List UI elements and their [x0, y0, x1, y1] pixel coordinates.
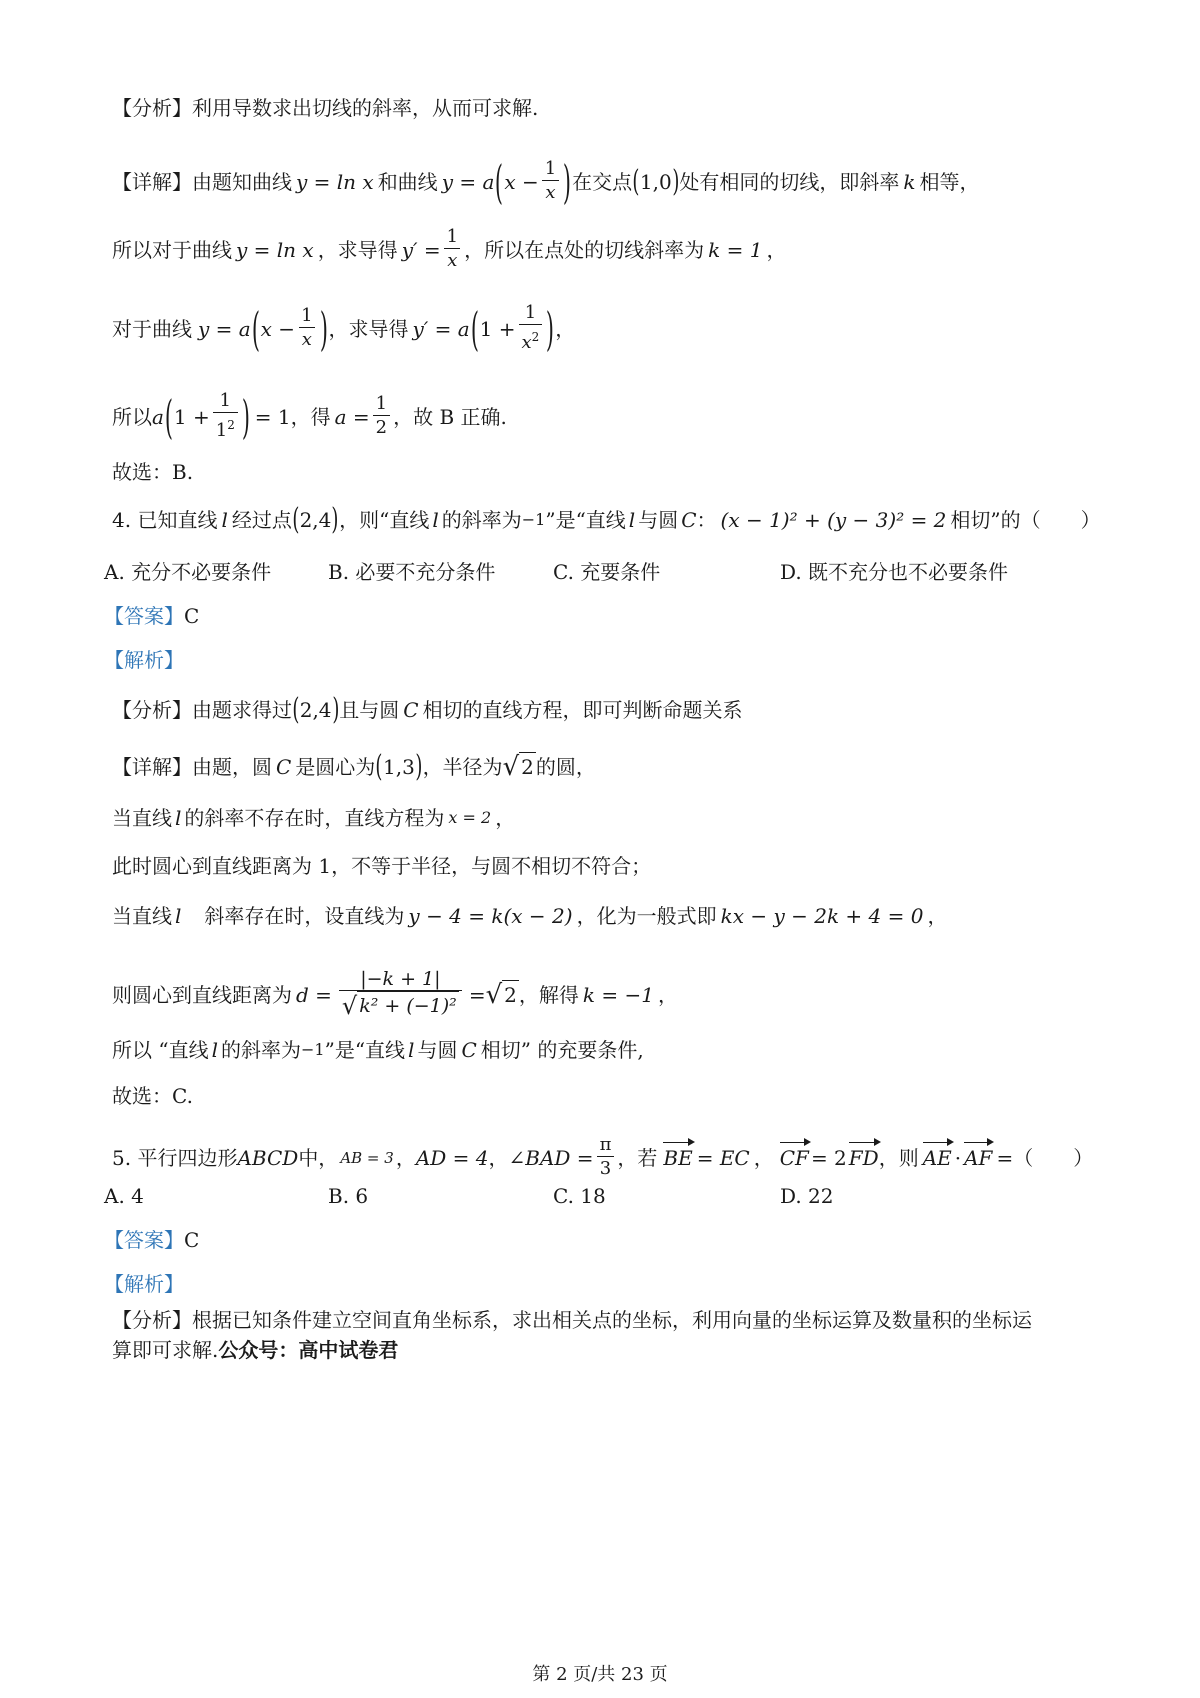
detail-4-line-5: [112, 968, 678, 1021]
denominator: √ k² + (−1)²: [339, 990, 462, 1021]
question-number: 4. 已知直线: [112, 508, 218, 532]
text: ：: [696, 508, 717, 532]
question-5: [112, 1134, 1093, 1181]
equation: a =: [334, 404, 370, 429]
text: ，则“直线: [339, 508, 430, 532]
question-4: [112, 502, 1101, 537]
equation: y = a: [441, 169, 495, 194]
fraction: $\frac{1}{x}$: [542, 158, 559, 205]
text: 的斜率为: [441, 508, 522, 532]
paren: ): [415, 749, 423, 784]
text: ，: [495, 806, 516, 830]
variable: l: [628, 508, 636, 532]
page-footer: 第 2 页/共 23 页: [532, 1664, 668, 1685]
text: 与圆: [638, 508, 679, 532]
text: 是圆心为: [295, 755, 376, 779]
detail-tag: 【详解】: [112, 755, 192, 779]
paren: (: [632, 163, 640, 199]
text: 所以 “直线: [112, 1038, 209, 1062]
text: ，得: [290, 404, 331, 429]
circle-equation: (x − 1)² + (y − 3)² = 2: [720, 508, 947, 532]
variable: C: [276, 755, 292, 779]
variable: l: [221, 508, 228, 532]
analysis-text: 利用导数求出切线的斜率，从而可求解.: [192, 96, 539, 120]
answer-value: C: [184, 604, 200, 628]
text: 所以对于曲线: [112, 237, 232, 262]
vector-af: AF: [964, 1145, 993, 1170]
analysis-heading-2: 【解析】: [104, 1272, 184, 1296]
paren: (: [375, 749, 383, 784]
paren: (: [292, 692, 300, 727]
numerator: π: [599, 1134, 612, 1155]
option-c: C. 充要条件: [553, 560, 661, 584]
text: ，: [657, 982, 678, 1007]
detail-line-4: [112, 390, 507, 443]
text: ，: [555, 316, 576, 341]
paren: ): [319, 301, 328, 356]
equation: AD = 4: [415, 1145, 489, 1170]
variable: l: [175, 904, 182, 928]
variable: C: [681, 508, 697, 532]
text: 中，: [298, 1145, 339, 1170]
analysis-heading: 【解析】: [104, 648, 184, 672]
analysis-5-line-2: [112, 1336, 398, 1364]
paren: ): [331, 502, 339, 537]
paren: ): [672, 163, 680, 199]
text: 和曲线: [377, 169, 438, 194]
detail-4-line-3: 此时圆心到直线距离为 1，不等于半径，与圆不相切不符合；: [112, 854, 652, 878]
text: 对于曲线: [112, 316, 192, 341]
analysis-tag: 【分析】: [112, 698, 192, 722]
paren: (: [495, 154, 504, 209]
equation: y′ = a: [412, 316, 470, 341]
text: ，: [753, 1145, 774, 1170]
point: 2,4: [299, 508, 332, 532]
text: ”是“直线: [324, 1038, 406, 1062]
analysis-tag: 【分析】: [112, 1308, 192, 1332]
option-a: A. 充分不必要条件: [104, 560, 272, 584]
text: 算即可求解.: [112, 1338, 219, 1362]
text: 斜率存在时，设直线为: [184, 904, 405, 928]
text: 的圆，: [535, 755, 596, 779]
detail-4-line-2: [112, 804, 515, 832]
text: 与圆: [417, 1038, 458, 1062]
equation: y = ln x: [296, 169, 374, 194]
detail-tag: 【详解】: [112, 169, 192, 194]
denominator: 3: [597, 1156, 614, 1181]
paren: (: [164, 389, 173, 444]
equation: k = 1: [708, 237, 763, 262]
analysis-line: [112, 94, 538, 122]
variable: C: [403, 698, 419, 722]
paren: (: [292, 502, 300, 537]
analysis-tag: 【分析】: [112, 96, 192, 120]
variable: C: [461, 1038, 477, 1062]
watermark-text: 公众号：高中试卷君: [218, 1338, 399, 1362]
paren: (: [470, 301, 479, 356]
fraction: $\frac{1}{x}$: [298, 305, 315, 352]
fraction: $\frac{1}{x^2}$: [519, 302, 543, 355]
variable: l: [408, 1038, 415, 1062]
answer-tag: 【答案】: [104, 1228, 184, 1252]
equation: y = ln x: [236, 237, 314, 262]
text: ，故 B 正确.: [393, 404, 507, 429]
text: =（ ）: [996, 1145, 1094, 1170]
text: ，所以在点处的切线斜率为: [464, 237, 705, 262]
text: 处有相同的切线，即斜率: [679, 169, 900, 194]
text: ，半径为: [422, 755, 503, 779]
text: 相切的直线方程，即可判断命题关系: [422, 698, 743, 722]
text: ，: [927, 904, 948, 928]
analysis-4: [112, 692, 743, 727]
detail-line-1: [112, 154, 980, 209]
equation: x = 2: [448, 808, 492, 827]
text: 所以: [112, 404, 152, 429]
text: ，求导得: [317, 237, 398, 262]
equation: a: [152, 404, 164, 429]
analysis-5-line-1: [112, 1306, 1032, 1334]
text: ，解得: [518, 982, 579, 1007]
value: −1: [301, 1040, 325, 1059]
equation: = 2: [810, 1145, 847, 1170]
text: 由题知曲线: [192, 169, 292, 194]
fraction: $\frac{1}{x}$: [444, 226, 461, 273]
text: 相等，: [919, 169, 980, 194]
detail-4-line-4: [112, 902, 947, 930]
point: 2,4: [299, 698, 332, 722]
option-c: C. 18: [553, 1184, 606, 1208]
equation: x −: [504, 169, 539, 194]
equation: 1 +: [173, 404, 210, 429]
equation: y′ =: [401, 237, 441, 262]
equation: 1 +: [479, 316, 516, 341]
equation: k = −1: [582, 982, 654, 1007]
text: 当直线: [112, 806, 172, 830]
option-a: A. 4: [104, 1184, 144, 1208]
text: ，则: [878, 1145, 919, 1170]
equation: ∠BAD =: [508, 1145, 594, 1170]
text: ”是“直线: [545, 508, 626, 532]
vector-ec: = EC: [696, 1145, 750, 1170]
text: 根据已知条件建立空间直角坐标系，求出相关点的坐标，利用向量的坐标运算及数量积的坐标运: [192, 1308, 1032, 1332]
detail-4-line-6: [112, 1036, 644, 1064]
text: ，: [488, 1145, 509, 1170]
answer-line: [104, 602, 199, 630]
text: ，: [395, 1145, 416, 1170]
option-b: B. 必要不充分条件: [328, 560, 496, 584]
point: 1,0: [639, 169, 672, 194]
variable: ABCD: [237, 1145, 299, 1170]
variable: k: [903, 169, 916, 194]
equation: y = a: [198, 316, 251, 341]
vector-be: BE: [663, 1145, 693, 1170]
variable: l: [175, 806, 182, 830]
option-d: D. 22: [780, 1184, 834, 1208]
vector-fd: FD: [848, 1145, 879, 1170]
answer-line-2: [104, 1226, 199, 1254]
dot: ·: [954, 1145, 962, 1170]
text: 在交点: [572, 169, 633, 194]
point: 1,3: [383, 755, 415, 779]
equation: kx − y − 2k + 4 = 0: [720, 904, 924, 928]
equation: x −: [260, 316, 296, 341]
text: ，若: [617, 1145, 658, 1170]
equation: AB = 3: [340, 1148, 394, 1167]
vector-ae: AE: [922, 1145, 952, 1170]
answer-value: C: [184, 1228, 200, 1252]
choose-line-2: 故选：C.: [112, 1084, 193, 1108]
equation: = 1: [254, 404, 291, 429]
sqrt-2: √ 2: [502, 752, 534, 782]
distance-fraction: [339, 968, 462, 1021]
text: 相切”的（ ）: [950, 508, 1101, 532]
text: 的斜率不存在时，直线方程为: [184, 806, 445, 830]
radicand: k² + (−1)²: [357, 991, 459, 1021]
question-number: 5. 平行四边形: [112, 1145, 238, 1170]
option-b: B. 6: [328, 1184, 369, 1208]
numerator: |−k + 1|: [360, 968, 441, 990]
choose-line: 故选：B.: [112, 460, 194, 484]
text: 经过点: [231, 508, 292, 532]
text: 且与圆: [339, 698, 400, 722]
text: 由题求得过: [192, 698, 292, 722]
equation: =: [468, 982, 486, 1007]
option-d: D. 既不充分也不必要条件: [780, 560, 1009, 584]
text: 则圆心到直线距离为: [112, 982, 292, 1007]
value: −1: [521, 510, 546, 529]
text: 的斜率为: [221, 1038, 301, 1062]
text: 当直线: [112, 904, 172, 928]
paren: ): [546, 301, 555, 356]
paren: ): [241, 389, 250, 444]
equation: d =: [296, 982, 332, 1007]
variable: l: [211, 1038, 218, 1062]
detail-line-3: [112, 302, 575, 355]
fraction: $\frac{1}{1^2}$: [213, 390, 238, 443]
text: ，: [766, 237, 787, 262]
sqrt-2: √ 2: [485, 979, 517, 1010]
equation: y − 4 = k(x − 2): [408, 904, 573, 928]
text: ，求导得: [328, 316, 409, 341]
text: ，化为一般式即: [576, 904, 717, 928]
fraction: $\frac{1}{2}$: [373, 393, 390, 440]
detail-4-line-1: [112, 749, 596, 784]
text: 由题，圆: [192, 755, 272, 779]
text: 相切” 的充要条件,: [480, 1038, 644, 1062]
fraction: [597, 1134, 615, 1181]
answer-tag: 【答案】: [104, 604, 184, 628]
detail-line-2: [112, 226, 786, 273]
paren: ): [331, 692, 339, 727]
variable: l: [432, 508, 439, 532]
vector-cf: CF: [779, 1145, 809, 1170]
paren: (: [251, 301, 260, 356]
paren: ): [563, 154, 572, 209]
